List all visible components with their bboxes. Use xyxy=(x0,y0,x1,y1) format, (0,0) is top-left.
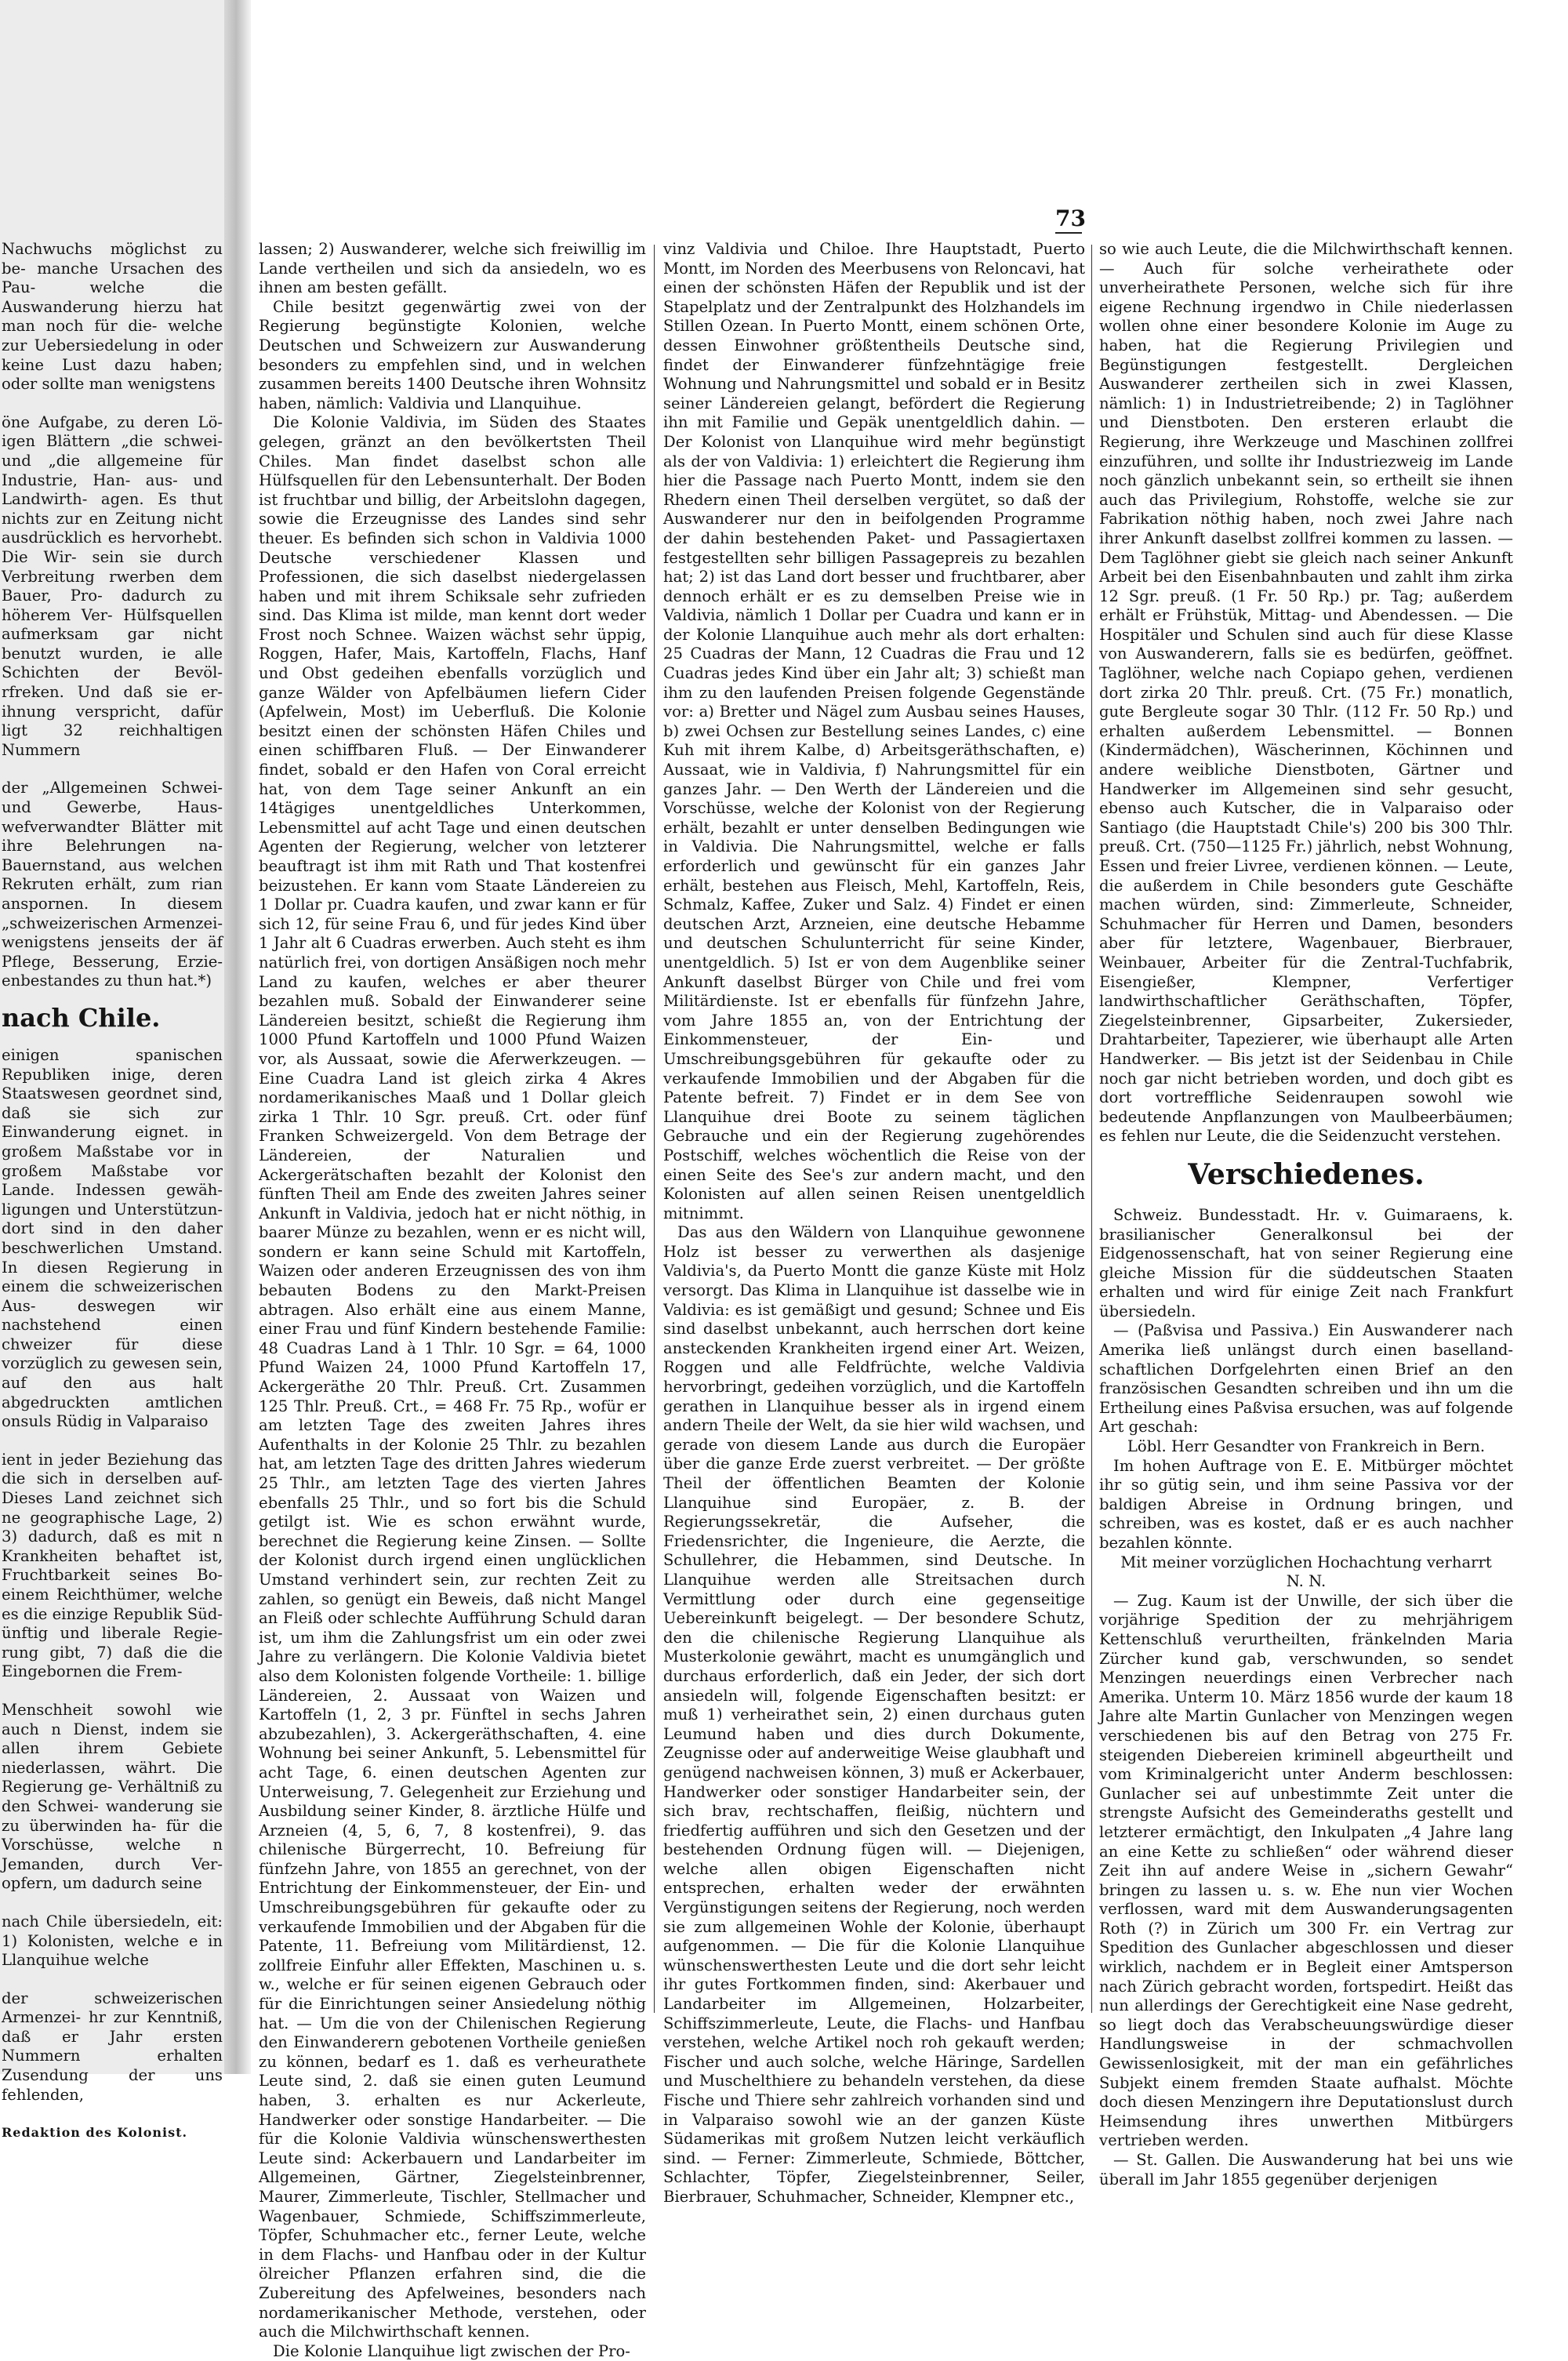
column-d-paragraph-1: so wie auch Leute, die die Milchwirthschaft kennen. — Auch für solche verheirathete oder unverheirathete Personen, welche sich für ihre eigene Rechnung irgendwo in Chile niederlassen wollen ohne einer besondere Kolonie im Auge zu haben, hat die Regierung Privilegien und Begünstigungen festgestellt. Dergleichen Auswanderer zertheilen sich in zwei Klassen, nämlich: 1) in Industrietreibende; 2) in Taglöhner und Dienstboten. Den ersteren erlaubt die Regierung, ihre Werkzeuge und Maschinen zollfrei einzuführen, und sollte ihr Industriezweig im Lande noch gänzlich unbekannt sein, so ertheilt sie ihnen auch das Privilegium, Rohstoffe, welche sie zur Fabrikation nöthig haben, noch zwei Jahre nach ihrer Ankunft daselbst zollfrei kommen zu lassen. — Dem Taglöhner giebt sie gleich nach seiner Ankunft Arbeit bei den Eisenbahnbauten und zahlt ihm zirka 12 Sgr. preuß. (1 Fr. 50 Rp.) pr. Tag; außerdem erhält er Frühstük, Mittag- und Abendessen. — Die Hospitäler und Schulen sind auch für diese Klasse von Auswanderern, falls sie es bedürfen, geöffnet. Taglöhner, welche nach Copiapo gehen, verdienen dort zirka 20 Thlr. preuß. Crt. (75 Fr.) monatlich, gute Bergleute sogar 30 Thlr. (112 Fr. 50 Rp.) und erhalten außerdem Lebensmittel. — Bonnen (Kindermädchen), Wäscherinnen, Köchinnen und andere weibliche Dienstboten, Gärtner und Handwerker im Allgemeinen sind sehr gesucht, ebenso auch Kutscher, die in Valparaiso oder Santiago (die Hauptstadt Chile's) 200 bis 300 Thlr. preuß. Crt. (750—1125 Fr.) jährlich, nebst Wohnung, Essen und freier Livree, verdienen können. — Leute, die außerdem in Chile besonders gute Geschäfte machen würden, sind: Zimmerleute, Schneider, Schuhmacher für Herren und Damen, besonders aber für letztere, Wagenbauer, Bierbrauer, Weinbauer, Arbeiter für die Zentral-Tuchfabrik, Eisengießer, Klempner, Verfertiger landwirthschaftlicher Geräthschaften, Töpfer, Ziegelsteinbrenner, Gipsarbeiter, Zukersieder, Drahtarbeiter, Tapezierer, wie überhaupt alle Arten Handwerker. — Bis jetzt ist der Seidenbau in Chile noch gar nicht betrieben worden, und doch gibt es dort vortreffliche Seidenraupen sowohl wie bedeutende Anpflanzungen von Maulbeerbäumen; es fehlen nur Leute, die die Seidenzucht verstehen. xyxy=(1099,240,1513,1146)
column-a xyxy=(2,240,223,2141)
column-b-paragraph-1: lassen; 2) Auswanderer, welche sich freiwillig im Lande vertheilen und sich da ansiedeln, wo es ihnen am besten gefällt. xyxy=(259,240,646,297)
page-fold-shadow xyxy=(224,0,251,2074)
column-d-letter-address: Löbl. Herr Gesandter von Frankreich in Bern. xyxy=(1127,1437,1486,1456)
column-d-paragraph-zug: — Zug. Kaum ist der Unwille, der sich über die vorjährige Spedition der zu mehrjährigem Kettenschluß verurtheilten, fränkelnden Maria Zürcher kund gab, verschwunden, so sendet Menzingen neuerdings einen Verbrecher nach Amerika. Unterm 10. März 1856 wurde der kaum 18 Jahre alte Martin Gunlacher von Menzingen wegen verschiedenen bis auf den Betrag von 275 Fr. steigenden Diebereien kriminell abgeurtheilt und vom Kriminalgericht unter Anderm beschlossen: Gunlacher sei auf unbestimmte Zeit unter die strengste Aufsicht des Gemeinderaths gestellt und letzterer ermächtigt, den Inkulpaten „4 Jahre lang an eine Kette zu schließen“ oder während dieser Zeit ihn auf andere Weise in „sichern Gewahr“ bringen zu lassen u. s. w. Ehe nun vier Wochen verflossen, ward mit dem Auswanderungsagenten Roth (?) in Zürich um 300 Fr. ein Vertrag zur Spedition des Gunlacher abgeschlossen und dieser wirklich, nachdem er in Begleit einer Amtsperson nach Zürich gebracht worden, fortspedirt. Heißt das nun allerdings der Gerechtigkeit eine Nase gedreht, so liegt doch das Verabscheuungswürdige dieser Handlungsweise in der schmachvollen Gewissenlosigkeit, mit der man ein gefährliches Subjekt einem fremden Staate aufhalst. Möchte doch diesen Menzingern ihre Deputationslust durch Heimsendung ihres unwerthen Mitbürgers vertrieben werden. xyxy=(1099,1591,1513,2150)
column-d-paragraph-st-gallen: — St. Gallen. Die Auswanderung hat bei uns wie überall im Jahr 1855 gegenüber derjenigen xyxy=(1099,2151,1513,2188)
column-rule-b-c xyxy=(654,245,655,2013)
column-a-paragraph-8: der schweizerischen Armenzei- hr zur Kenntniß, daß er Jahr ersten Nummern erhalten Zusendung der uns fehlenden, xyxy=(2,1989,223,2104)
column-a-footer: Redaktion des Kolonist. xyxy=(2,2125,188,2141)
column-b xyxy=(259,240,646,2360)
column-b-paragraph-4: Die Kolonie Llanquihue ligt zwischen der Pro- xyxy=(273,2341,630,2360)
page-number: 73 xyxy=(1055,205,1086,231)
column-rule-c-d xyxy=(1091,245,1092,2013)
column-a-paragraph-2: öne Aufgabe, zu deren Lö- igen Blättern „die schwei- und „die allgemeine für Industrie, Han- aus- und Landwirth- agen. Es thut nichts zur en Zeitung nicht ausdrücklich es hervorhebt. Die Wir- sein sie durch Verbreitung rwerben dem Bauer, Pro- dadurch zu höherem Ver- Hülfsquellen aufmerksam gar nicht benutzt wurden, ie alle Schichten der Bevöl- rfreken. Und daß sie er- ihnung verspricht, dafür ligt 32 reichhaltigen Nummern xyxy=(2,412,223,759)
column-a-paragraph-1: Nachwuchs möglichst zu be- manche Ursachen des Pau- welche die Auswanderung hierzu hat man noch für die- welche zur Uebersiedelung in oder keine Lust dazu haben; oder sollte man wenigstens xyxy=(2,240,223,394)
column-c-paragraph-1: vinz Valdivia und Chiloe. Ihre Hauptstadt, Puerto Montt, im Norden des Meerbusens von Reloncavi, hat einen der schönsten Häfen der Republik und ist der Stapelplatz und der Zentralpunkt des Holzhandels im Stillen Ozean. In Puerto Montt, einem schönen Orte, dessen Einwohner größtentheils Deutsche sind, findet der Einwanderer fünfzehntägige freie Wohnung und Nahrungsmittel und sobald er in Besitz seiner Ländereien gelangt, befördert die Regierung ihn mit Familie und Gepäk unentgeldlich dahin. — Der Kolonist von Llanquihue wird mehr begünstigt als der von Valdivia: 1) erleichtert die Regierung ihm hier die Passage nach Puerto Montt, indem sie den Rhedern einen Theil derselben vergütet, so daß der Auswanderer nur den in beifolgenden Programme der dahin bestehenden Paket- und Passagiertaxen festgestellten sehr billigen Passagepreis zu bezahlen hat; 2) ist das Land dort besser und fruchtbarer, aber dennoch erhält er es zu demselben Preise wie in Valdivia, nämlich 1 Dollar per Cuadra und kann er in der Kolonie Llanquihue auch mehr als dort erhalten: 25 Cuadras der Mann, 12 Cuadras die Frau und 12 Cuadras jedes Kind über ein Jahr alt; 3) schießt man ihm zu den laufenden Preisen folgende Gegenstände vor: a) Bretter und Nägel zum Ausbau seines Hauses, b) zwei Ochsen zur Bestellung seines Landes, c) eine Kuh mit ihrem Kalbe, d) Arbeitsgeräthschaften, e) Aussaat, wie in Valdivia, f) Nahrungsmittel für ein ganzes Jahr. — Den Werth der Ländereien und die Vorschüsse, welche der Kolonist von der Regierung erhält, bezahlt er unter denselben Bedingungen wie in Valdivia. Die Nahrungsmittel, welche er falls erforderlich und gewünscht für ein ganzes Jahr erhält, bestehen aus Fleisch, Mehl, Kartoffeln, Reis, Schmalz, Kaffee, Zuker und Salz. 4) Findet er einen deutschen Arzt, Arzneien, eine deutsche Hebamme und deutschen Schulunterricht für seine Kinder, unentgeldlich. 5) Ist er von dem Augenblike seiner Ankunft daselbst Bürger von Chile und frei vom Militärdienste. Ist er ebenfalls für fünfzehn Jahre, vom Jahre 1855 an, von der Entrichtung der Einkommensteuer, der Ein- und Umschreibungsgebühren für gekaufte oder zu verkaufende Immobilien und der Abgaben für die Patente befreit. 7) Findet er in dem See von Llanquihue drei Boote zu seinem täglichen Gebrauche und ein der Regierung zugehörendes Postschiff, welches wöchentlich die Reise von der einen Seite des See's zur andern macht, und den Kolonisten auf allen seinen Reisen unentgeldlich mitnimmt. xyxy=(663,240,1085,1222)
page-number-rule xyxy=(1055,232,1082,234)
column-a-paragraph-7: nach Chile übersiedeln, eit: 1) Kolonisten, welche e in Llanquihue welche xyxy=(2,1912,223,1970)
column-d-paragraph-2: Schweiz. Bundesstadt. Hr. v. Guimaraens, k. brasilianischer Generalkonsul bei der Eidgenossenschaft, hat von seiner Regierung eine gleiche Mission für die süddeutschen Staaten erhalten und wird für einige Zeit nach Frankfurt übersiedeln. xyxy=(1099,1205,1513,1320)
column-b-paragraph-2: Chile besitzt gegenwärtig zwei von der Regierung begünstigte Kolonien, welche Deutschen und Schweizern zur Auswanderung besonders zu empfehlen sind, und in welchen zusammen bereits 1400 Deutsche ihren Wohnsitz haben, nämlich: Valdivia und Llanquihue. xyxy=(259,297,646,412)
column-a-paragraph-4: einigen spanischen Republiken inige, deren Staatswesen geordnet sind, daß sie sich zur Einwanderung eignet. in großem Maßstabe vor in großem Maßstabe vor Lande. Indessen gewäh- ligungen und Unterstützun- dort sind in den daher beschwerlichen Umstand. In diesen Regierung in einem die schweizerischen Aus- deswegen wir nachstehend einen chweizer für diese vorzüglich zu gewesen sein, auf den aus halt abgedruckten amtlichen onsuls Rüdig in Valparaiso xyxy=(2,1045,223,1431)
column-d-paragraph-3: — (Paßvisa und Passiva.) Ein Auswanderer nach Amerika ließ unlängst durch einen baselland-schaftlichen Dorfgelehrten einen Brief an den französischen Gesandten schreiben und ihn um die Ertheilung eines Paßvisa ersuchen, was auf folgende Art geschah: xyxy=(1099,1321,1513,1437)
column-a-paragraph-5: ient in jeder Beziehung das die sich in derselben auf- Dieses Land zeichnet sich ne geographische Lage, 2) 3) dadurch, daß es mit n Krankheiten behaftet ist, Fruchtbarkeit seines Bo- einem Reichthümer, welche es die einzige Republik Süd- ünftig und liberale Regie- rung gibt, 7) daß die die Eingebornen die Frem- xyxy=(2,1450,223,1681)
column-d-letter-signature: N. N. xyxy=(1286,1572,1327,1591)
column-d-letter-body: Im hohen Auftrage von E. E. Mitbürger möchtet ihr so gütig sein, und ihm seine Passiva vor der baldigen Abreise in Ordnung bringen, und schreiben, was es kostet, daß er es auch nachher bezahlen könnte. xyxy=(1099,1456,1513,1552)
column-d xyxy=(1099,240,1513,2188)
column-c-paragraph-2: Das aus den Wäldern von Llanquihue gewonnene Holz ist besser zu verwerthen als dasjenige Valdivia's, da Puerto Montt die ganze Küste mit Holz versorgt. Das Klima in Llanquihue ist dasselbe wie in Valdivia: es ist gemäßigt und gesund; Schnee und Eis sind daselbst unbekannt, auch herrschen dort keine ansteckenden Krankheiten irgend einer Art. Weizen, Roggen und alle Feldfrüchte, welche Valdivia hervorbringt, gedeihen vorzüglich, und die Kartoffeln gerathen in Llanquihue besser als in irgend einem andern Theile der Welt, da sie hier wild wachsen, und gerade von diesem Lande aus durch die Europäer über die ganze Erde zuerst verbreitet. — Der größte Theil der öffentlichen Beamten der Kolonie Llanquihue sind Europäer, z. B. der Regierungssekretär, die Aufseher, die Friedensrichter, die Ingenieure, die Aerzte, die Schullehrer, die Hebammen, sind Deutsche. In Llanquihue werden alle Streitsachen durch Vermittlung oder durch eine gegenseitige Uebereinkunft beigelegt. — Der besondere Schutz, den die chilenische Regierung Llanquihue als Musterkolonie gewährt, macht es unumgänglich und durchaus erforderlich, daß ein Jeder, der sich dort ansiedeln will, folgende Eigenschaften besitzt: er muß 1) verheirathet sein, 2) einen durchaus guten Leumund haben und dies durch Dokumente, Zeugnisse oder auf anderweitige Weise glaubhaft und genügend nachweisen können, 3) muß er Ackerbauer, Handwerker oder sonstiger Handarbeiter sein, der sich brav, rechtschaffen, fleißig, nüchtern und friedfertig aufführen und sich den Gesetzen und der bestehenden Ordnung fügen will. — Diejenigen, welche allen obigen Eigenschaften nicht entsprechen, erhalten weder der erwähnten Vergünstigungen seitens der Regierung, noch werden sie zum allgemeinen Wohle der Kolonie, überhaupt aufgenommen. — Die für die Kolonie Llanquihue wünschenswerthesten Leute und die dort sehr leicht ihr gutes Fortkommen finden, sind: Akerbauer und Landarbeiter im Allgemeinen, Holzarbeiter, Schiffszimmerleute, Leute, die Flachs- und Hanfbau verstehen, welche Artikel noch roh gekauft werden; Fischer und auch solche, welche Häringe, Sardellen und Muschelthiere zu behandeln verstehen, da diese Fische und Thiere sehr zahlreich vorhanden sind und in Valparaiso sowohl wie an der ganzen Küste Südamerikas mit großem Nutzen leicht verkäuflich sind. — Ferner: Zimmerleute, Schmiede, Böttcher, Schlachter, Töpfer, Ziegelsteinbrenner, Seiler, Bierbrauer, Schuhmacher, Schneider, Klempner etc., xyxy=(663,1223,1085,2206)
column-d-heading: Verschiedenes. xyxy=(1188,1157,1425,1191)
column-d-letter-closing: Mit meiner vorzüglichen Hochachtung verharrt xyxy=(1120,1553,1492,1571)
column-a-paragraph-3: der „Allgemeinen Schwei- und Gewerbe, Haus- wefverwandter Blätter mit ihre Belehrungen na- Bauernstand, aus welchen Rekruten erhält, zum rian anspornen. In diesem „schweizerischen Armenzei- wenigstens jenseits der äf Pflege, Besserung, Erzie- enbestandes zu thun hat.*) xyxy=(2,779,223,990)
column-a-paragraph-6: Menschheit sowohl wie auch n Dienst, indem sie allen ihrem Gebiete niederlassen, währt. Die Regierung ge- Verhältniß zu den Schwei- wanderung sie zu überwinden ha- für die Vorschüsse, welche n Jemanden, durch Ver- opfern, um dadurch seine xyxy=(2,1700,223,1893)
column-a-heading: nach Chile. xyxy=(2,1002,161,1033)
column-c xyxy=(663,240,1085,2206)
column-b-paragraph-3: Die Kolonie Valdivia, im Süden des Staates gelegen, gränzt an den bevölkertsten Theil Chiles. Man findet daselbst schon alle Hülfsquellen für den Lebensunterhalt. Der Boden ist fruchtbar und billig, der Arbeitslohn dagegen, sowie die Erzeugnisse des Landes sind sehr theuer. Es befinden sich schon in Valdivia 1000 Deutsche verschiedener Klassen und Professionen, die sich daselbst niedergelassen haben und mit ihrem Schiksale sehr zufrieden sind. Das Klima ist milde, man kennt dort weder Frost noch Schnee. Waizen wächst sehr üppig, Roggen, Hafer, Mais, Kartoffeln, Flachs, Hanf und Obst gedeihen ebenfalls vorzüglich und ganze Wälder von Apfelbäumen liefern Cider (Apfelwein, Most) im Ueberfluß. Die Kolonie besitzt einen der schönsten Häfen Chiles und einen schiffbaren Fluß. — Der Einwanderer findet, sobald er den Hafen von Coral erreicht hat, von dem Tage seiner Ankunft an ein 14tägiges unentgeldliches Unterkommen, Lebensmittel auf acht Tage und einen deutschen Agenten der Regierung, welcher von letzterer beauftragt ist ihm mit Rath und That kostenfrei beizustehen. Er kann vom Staate Ländereien zu 1 Dollar pr. Cuadra kaufen, und zwar kann er für sich 12, für seine Frau 6, und für jedes Kind über 1 Jahr alt 6 Cuadras erwerben. Auch steht es ihm natürlich frei, von dortigen Ansäßigen noch mehr Land zu kaufen, welches er aber theurer bezahlen muß. Sobald der Einwanderer seine Ländereien besitzt, schießt die Regierung ihm 1000 Pfund Kartoffeln und 1000 Pfund Waizen vor, als Aussaat, sowie die Aferwerkzeugen. — Eine Cuadra Land ist gleich zirka 4 Akres nordamerikanisches Maaß und 1 Dollar gleich zirka 1 Thlr. 10 Sgr. preuß. Crt. oder fünf Franken Schweizergeld. Von dem Betrage der Ländereien, der Naturalien und Ackergerätschaften bezahlt der Kolonist den fünften Theil am Ende des zweiten Jahres seiner Ankunft in Valdivia, jedoch hat er nicht nöthig, in baarer Münze zu bezahlen, wenn er es nicht will, sondern er kann seine Schuld mit Kartoffeln, Waizen oder anderen Erzeugnissen des von ihm bebauten Bodens zu den Markt-Preisen abtragen. Also erhält eine aus einem Manne, einer Frau und fünf Kindern bestehende Familie: 48 Cuadras Land à 1 Thlr. 10 Sgr. = 64, 1000 Pfund Waizen 24, 1000 Pfund Kartoffeln 17, Ackergeräthe 20 Thlr. Preuß. Crt. Zusammen 125 Thlr. Preuß. Crt., = 468 Fr. 75 Rp., wofür er am letzten Tage des zweiten Jahres ihres Aufenthalts in der Kolonie 25 Thlr. zu bezahlen hat, am letzten Tage des dritten Jahres wiederum 25 Thlr., am letzten Tage des vierten Jahres ebenfalls 25 Thlr., und so fort bis die Schuld getilgt ist. Wie es schon erwähnt wurde, berechnet die Regierung keine Zinsen. — Sollte der Kolonist durch irgend einen unglücklichen Umstand verhindert sein, zur rechten Zeit zu zahlen, so genügt ein Beweis, daß nicht Mangel an Fleiß oder schlechte Aufführung Schuld daran ist, um ihm die Zahlungsfrist um ein oder zwei Jahre zu verlängern. Die Kolonie Valdivia bietet also dem Kolonisten folgende Vortheile: 1. billige Ländereien, 2. Aussaat von Waizen und Kartoffeln (1, 2, 3 pr. Fünftel in sechs Jahren abzubezahlen), 3. Ackergeräthschaften, 4. eine Wohnung bei seiner Ankunft, 5. Lebensmittel für acht Tage, 6. einen deutschen Agenten zur Unterweisung, 7. Gelegenheit zur Erziehung und Ausbildung seiner Kinder, 8. ärztliche Hülfe und Arzneien (4, 5, 6, 7, 8 kostenfrei), 9. das chilenische Bürgerrecht, 10. Befreiung für fünfzehn Jahre, von 1855 an gerechnet, von der Entrichtung der Einkommensteuer, der Ein- und Umschreibungsgebühren für gekaufte oder zu verkaufende Immobilien und der Abgaben für die Patente, 11. Befreiung vom Militärdienst, 12. zollfreie Einfuhr aller Effekten, Maschinen u. s. w., welche er für seinen eigenen Gebrauch oder für die Einrichtungen seiner Ansiedelung nöthig hat. — Um die von der Chilenischen Regierung den Einwanderern gebotenen Vortheile genießen zu können, bedarf es 1. daß es verheurathete Leute sind, 2. daß sie einen guten Leumund haben, 3. erhalten es nur Ackerleute, Handwerker oder sonstige Handarbeiter. — Die für die Kolonie Valdivia wünschenswerthesten Leute sind: Ackerbauern und Landarbeiter im Allgemeinen, Gärtner, Ziegelsteinbrenner, Maurer, Zimmerleute, Tischler, Stellmacher und Wagenbauer, Schmiede, Schiffszimmerleute, Töpfer, Schuhmacher etc., ferner Leute, welche in dem Flachs- und Hanfbau oder in der Kultur ölreicher Pflanzen erfahren sind, die die Zubereitung des Apfelweines, besonders nach nordamerikanischer Methode, verstehen, oder auch die Milchwirthschaft kennen. xyxy=(259,413,646,2341)
